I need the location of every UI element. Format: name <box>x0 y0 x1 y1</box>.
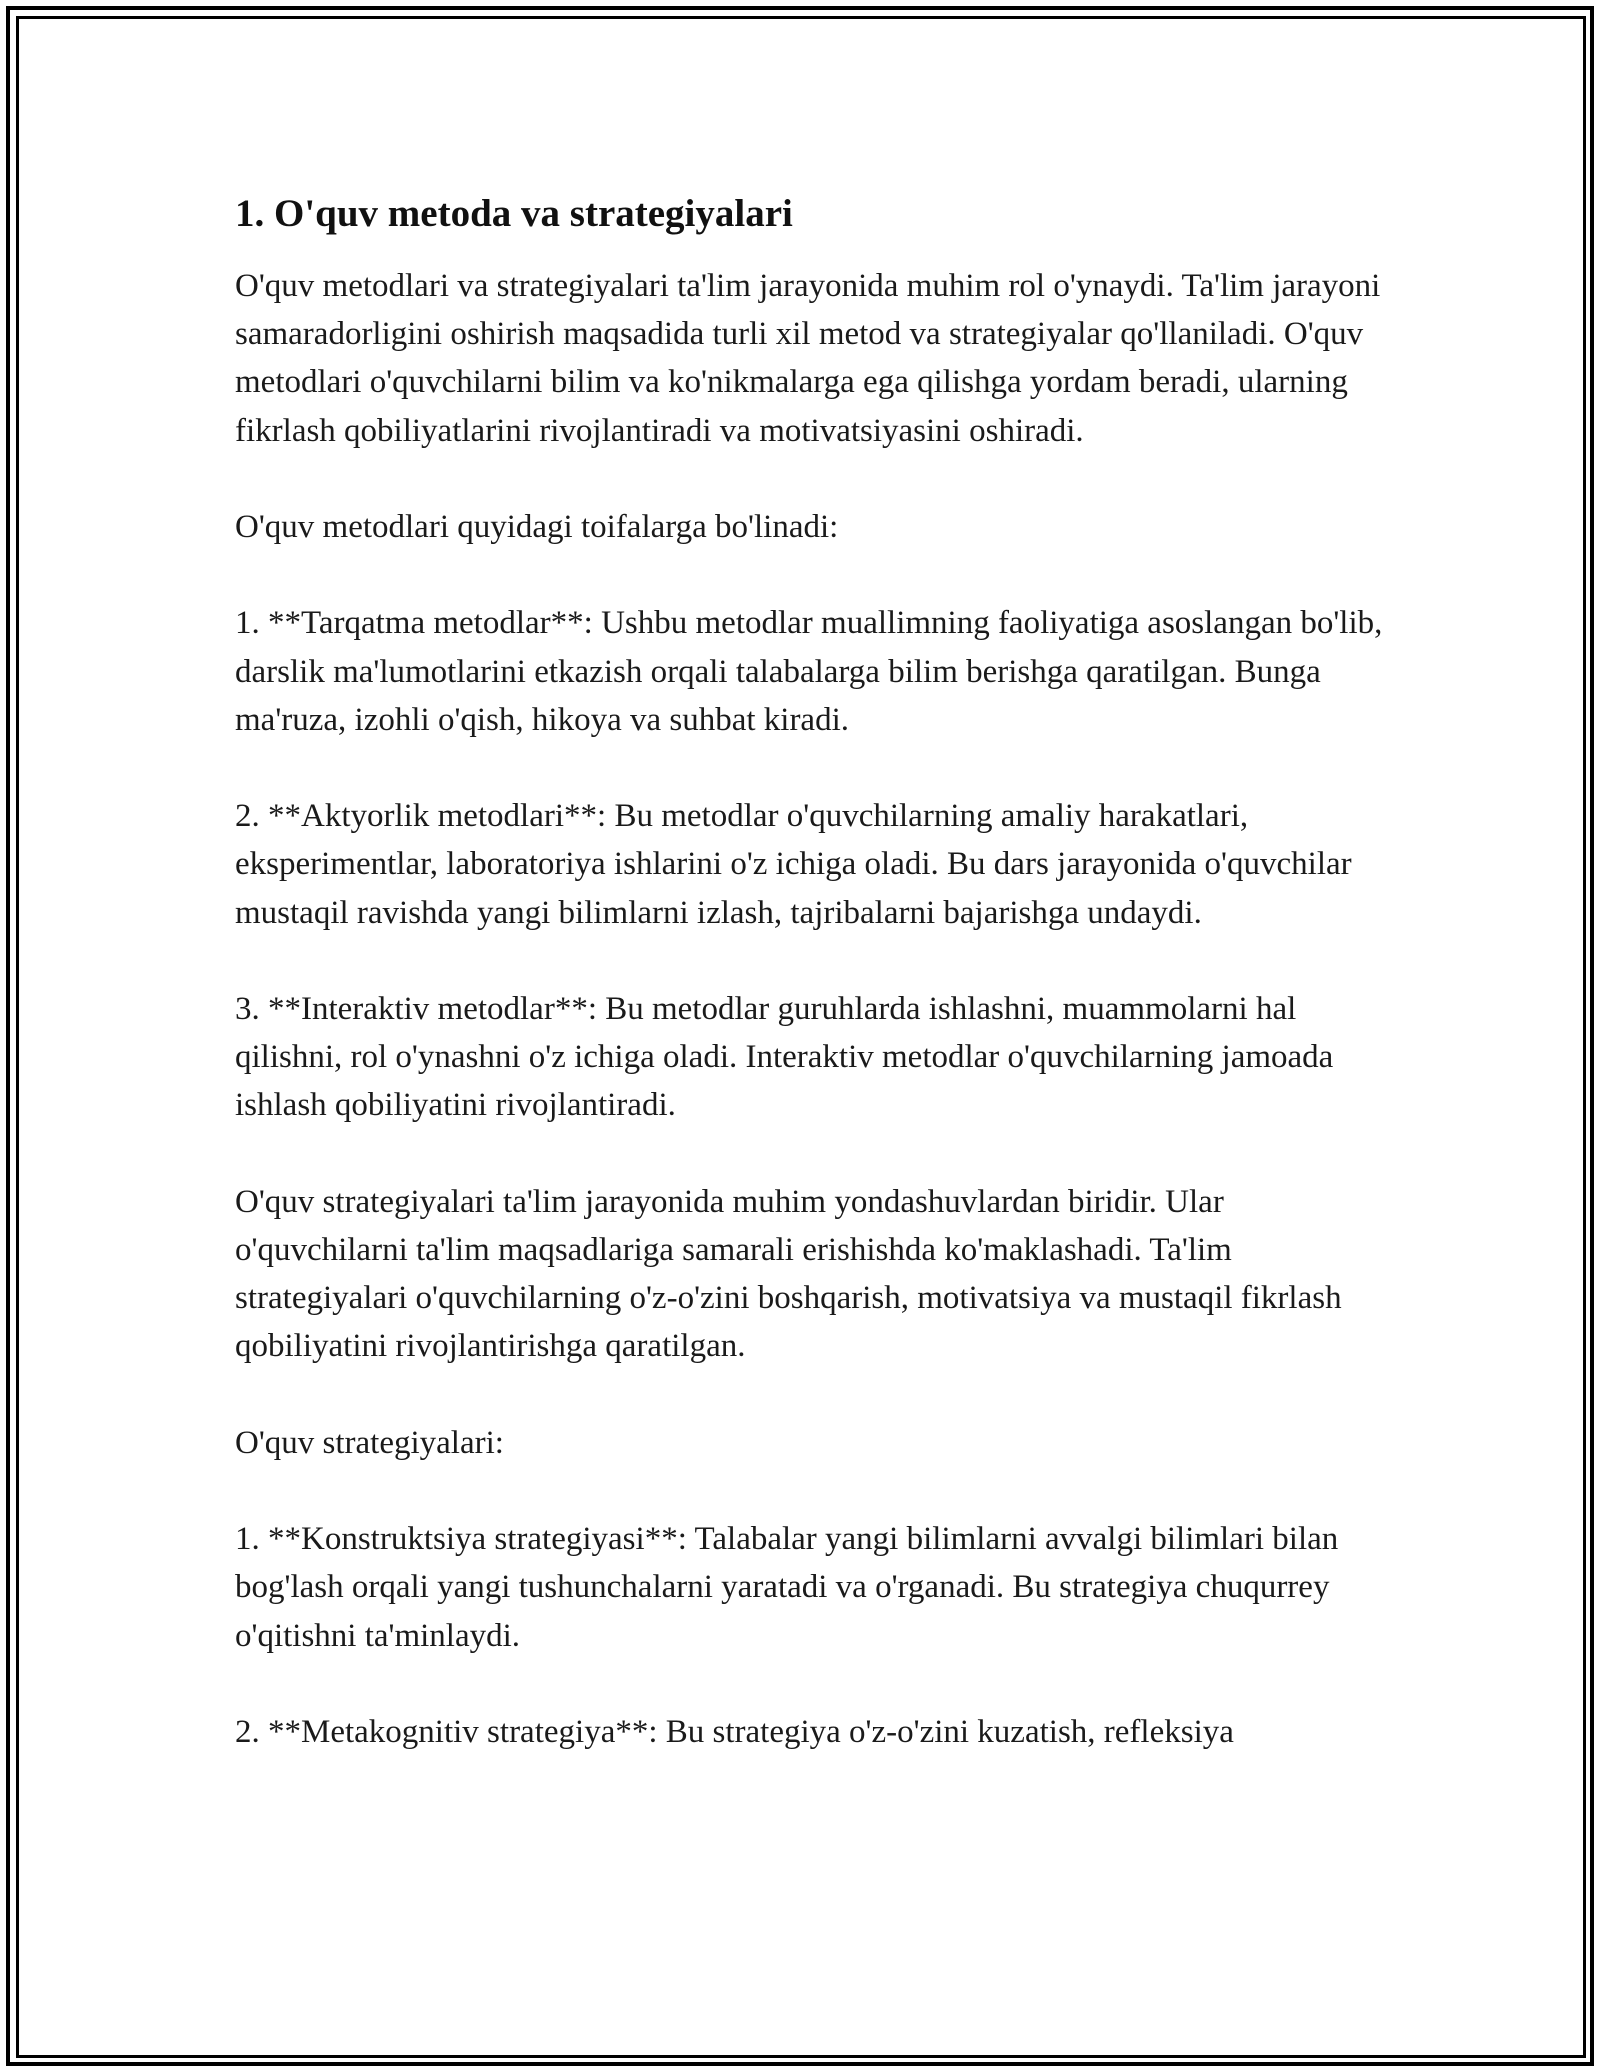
paragraph-intro: O'quv metodlari va strategiyalari ta'lim jarayonida muhim rol o'ynaydi. Ta'lim jarayoni samaradorligini oshirish maqsadida turli xil metod va strategiyalar qo'llaniladi. O'quv metodlari o'quvchilarni bilim va ko'nikmalarga ega qilishga yordam beradi, ularning fikrlash qobiliyatlarini rivojlantiradi va motivatsiyasini oshiradi. <box>235 268 1381 449</box>
paragraph-strategy-2: 2. **Metakognitiv strategiya**: Bu strategiya o'z-o'zini kuzatish, refleksiya <box>235 1713 1234 1750</box>
paragraph-strategies-lead: O'quv strategiyalari: <box>235 1424 504 1461</box>
paragraph-method-3: 3. **Interaktiv metodlar**: Bu metodlar guruhlarda ishlashni, muammolarni hal qilishni, rol o'ynashni o'z ichiga oladi. Interaktiv metodlar o'quvchilarning jamoada ishlash qobiliyatini rivojlantiradi. <box>235 990 1334 1124</box>
paragraph-strategy-1: 1. **Konstruktsiya strategiyasi**: Talabalar yangi bilimlarni avvalgi bilimlari bilan bog'lash orqali yangi tushunchalarni yaratadi va o'rganadi. Bu strategiya chuqurrey o'qitishni ta'minlaydi. <box>235 1521 1339 1654</box>
paragraph-method-2: 2. **Aktyorlik metodlari**: Bu metodlar o'quvchilarning amaliy harakatlari, eksperimentlar, laboratoriya ishlarini o'z ichiga oladi. Bu dars jarayonida o'quvchilar mustaqil ravishda yangi bilimlarni izlash, tajribalarni bajarishga undaydi. <box>235 798 1352 931</box>
paragraph-method-1: 1. **Tarqatma metodlar**: Ushbu metodlar muallimning faoliyatiga asoslangan bo'lib, darslik ma'lumotlarini etkazish orqali talabalarga bilim berishga qaratilgan. Bunga ma'ruza, izohli o'qish, hikoya va suhbat kiradi. <box>235 605 1383 738</box>
paragraph-strategies-intro: O'quv strategiyalari ta'lim jarayonida muhim yondashuvlardan biridir. Ular o'quvchilarni ta'lim maqsadlariga samarali erishishda ko'maklashadi. Ta'lim strategiyalari o'quvchilarning o'z-o'zini boshqarish, motivatsiya va mustaqil fikrlash qobiliyatini rivojlantirishga qaratilgan. <box>235 1183 1342 1365</box>
paragraph-methods-lead: O'quv metodlari quyidagi toifalarga bo'linadi: <box>235 509 839 545</box>
section-heading: 1. O'quv metoda va strategiyalari <box>235 192 793 235</box>
document-body <box>235 186 1385 1756</box>
